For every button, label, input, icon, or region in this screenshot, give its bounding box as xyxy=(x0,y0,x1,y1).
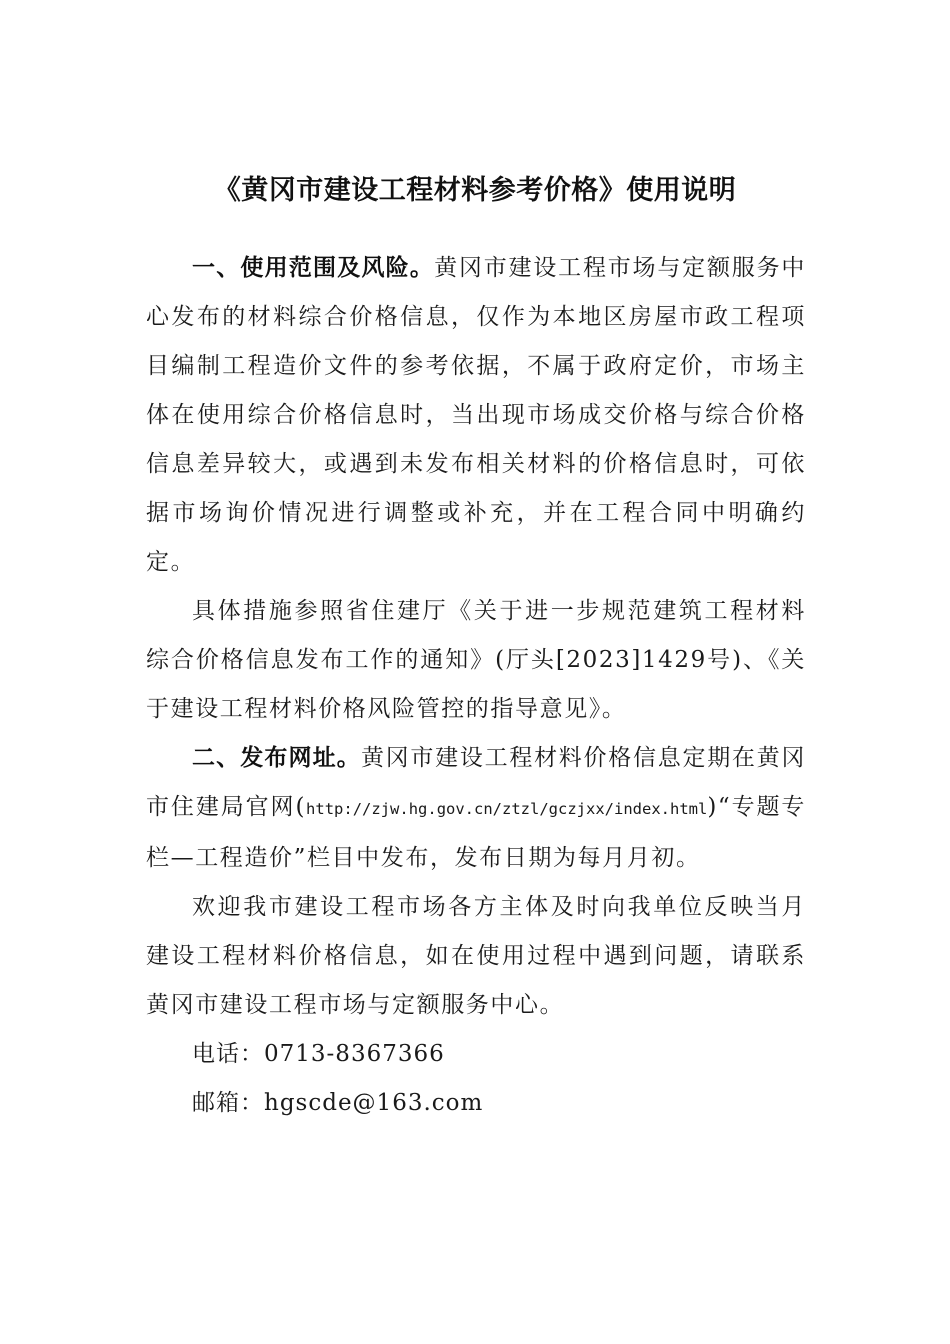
welcome-paragraph: 欢迎我市建设工程市场各方主体及时向我单位反映当月建设工程材料价格信息，如在使用过程中遇到问题，请联系黄冈市建设工程市场与定额服务中心。 xyxy=(146,894,806,1018)
phone-number: 0713-8367366 xyxy=(264,1041,445,1067)
document-title: 《黄冈市建设工程材料参考价格》使用说明 xyxy=(213,175,737,206)
phone-label: 电话： xyxy=(192,1041,264,1067)
section-publish-site-text-after: )“专题专栏—工程造价”栏目中发布，发布日期为每月月初。 xyxy=(146,794,806,871)
section-publish-site xyxy=(146,734,806,883)
reference-paragraph: 具体措施参照省住建厅《关于进一步规范建筑工程材料综合价格信息发布工作的通知》(厅头[2023]1429号)、《关于建设工程材料价格风险管控的指导意见》。 xyxy=(146,598,806,722)
website-url: http://zjw.hg.gov.cn/ztzl/gczjxx/index.html xyxy=(306,800,708,818)
contact-phone xyxy=(146,1030,806,1079)
section-usage-scope-text: 黄冈市建设工程市场与定额服务中心发布的材料综合价格信息，仅作为本地区房屋市政工程项目编制工程造价文件的参考依据，不属于政府定价，市场主体在使用综合价格信息时，当出现市场成交价格与综合价格信息差异较大，或遇到未发布相关材料的价格信息时，可依据市场询价情况进行调整或补充，并在工程合同中明确约定。 xyxy=(146,255,807,575)
document-body xyxy=(146,244,806,1128)
section-usage-scope xyxy=(146,244,806,587)
section-publish-site-text-before: 黄冈市建设工程材料价格信息定期在黄冈市住建局官网( xyxy=(146,745,806,820)
email-address: hgscde@163.com xyxy=(264,1090,484,1116)
section-usage-scope-heading: 一、使用范围及风险。 xyxy=(192,255,435,281)
section-publish-site-heading: 二、发布网址。 xyxy=(192,745,361,771)
email-label: 邮箱： xyxy=(192,1090,264,1116)
contact-email xyxy=(146,1079,806,1128)
